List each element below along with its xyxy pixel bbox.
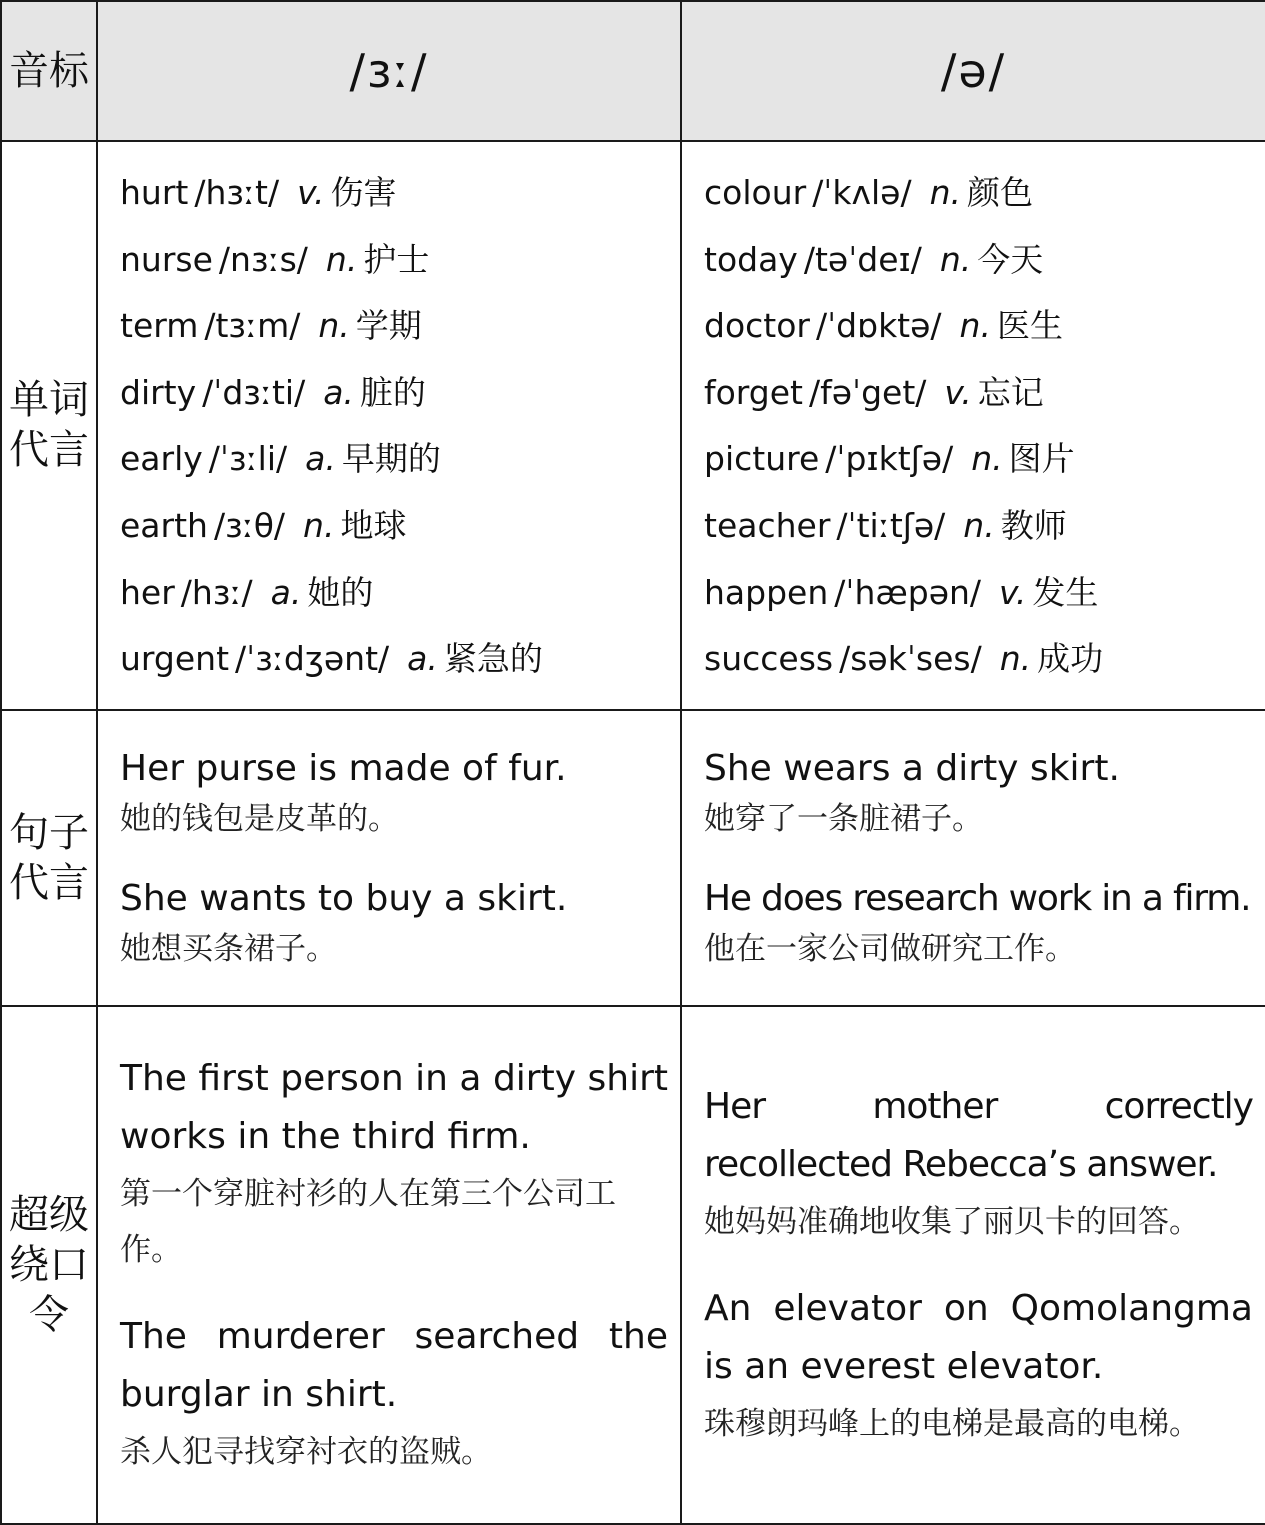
word-entry (704, 360, 1255, 427)
word-entry (704, 426, 1255, 493)
word: teacher (704, 505, 831, 545)
tongue-twister-chinese: 杀人犯寻找穿衬衣的盗贼。 (120, 1433, 492, 1470)
word-ipa: /ˈdɒktə/ (815, 306, 942, 346)
word-translation: 图片 (1008, 439, 1075, 479)
word: picture (704, 439, 820, 479)
word-entry (120, 626, 670, 693)
word-entry (120, 293, 670, 360)
word-list-col1 (97, 141, 681, 710)
word-entry (704, 493, 1255, 560)
sentence-entry (704, 743, 1253, 843)
tongue-twister-list-col1 (97, 1006, 681, 1524)
row-label-text: 音标 (9, 48, 89, 94)
sentence-entry (120, 743, 668, 843)
word: happen (704, 572, 829, 612)
word-ipa: /hɜːt/ (194, 173, 280, 212)
word-translation: 医生 (996, 306, 1063, 346)
word: term (120, 306, 199, 346)
word-list-col2 (681, 141, 1265, 710)
word-entry (120, 426, 670, 493)
word-ipa: /nɜːs/ (218, 239, 308, 279)
part-of-speech: n. (303, 505, 335, 545)
part-of-speech: a. (270, 572, 302, 612)
tongue-twister-entry (704, 1280, 1253, 1452)
tongue-twister-chinese: 珠穆朗玛峰上的电梯是最高的电梯。 (704, 1405, 1200, 1442)
row-label-text: 句子代言 (9, 809, 89, 906)
tongue-twister-english: The first person in a dirty shirt works in the third firm. (120, 1057, 668, 1157)
word: hurt (120, 173, 189, 212)
word: nurse (120, 239, 213, 279)
word-translation: 发生 (1032, 572, 1099, 612)
word-entry (704, 293, 1255, 360)
part-of-speech: v. (999, 572, 1027, 612)
sentence-list-col2 (681, 710, 1265, 1006)
sentence-chinese: 他在一家公司做研究工作。 (704, 930, 1076, 967)
part-of-speech: n. (929, 173, 962, 212)
word-ipa: /ˈɜːli/ (208, 439, 288, 479)
tongue-twister-chinese: 第一个穿脏衬衫的人在第三个公司工作。 (120, 1175, 616, 1268)
word: dirty (120, 372, 197, 412)
part-of-speech: n. (325, 239, 358, 279)
word-ipa: /səkˈses/ (839, 639, 982, 679)
row-label-text: 超级绕口令 (9, 1191, 89, 1338)
word-translation: 护士 (363, 239, 430, 279)
part-of-speech: n. (318, 306, 350, 346)
row-label-words (1, 141, 97, 710)
sentence-chinese: 她想买条裙子。 (120, 930, 337, 967)
word-ipa: /fəˈget/ (808, 372, 927, 412)
sentences-row (1, 710, 1265, 1006)
tongue-twister-chinese: 她妈妈准确地收集了丽贝卡的回答。 (704, 1203, 1200, 1240)
word-ipa: /tɜːm/ (204, 306, 301, 346)
word: early (120, 439, 203, 479)
word-entry (120, 560, 670, 627)
row-label-sentences (1, 710, 97, 1006)
word-translation: 早期的 (341, 439, 441, 479)
word: doctor (704, 306, 810, 346)
row-label-text: 单词代言 (9, 377, 89, 474)
word-translation: 教师 (1000, 505, 1067, 545)
phonetic-symbol-col1: /ɜː/ (97, 1, 681, 141)
sentence-chinese: 她的钱包是皮革的。 (120, 800, 399, 837)
tongue-twister-entry (704, 1078, 1253, 1250)
part-of-speech: a. (407, 639, 438, 679)
word-translation: 今天 (977, 239, 1044, 279)
sentence-english: She wears a dirty skirt. (704, 747, 1120, 789)
part-of-speech: n. (999, 639, 1032, 679)
word-ipa: /ˈdɜːti/ (202, 372, 306, 412)
part-of-speech: n. (959, 306, 991, 346)
word-entry (120, 493, 670, 560)
word-entry (704, 560, 1255, 627)
part-of-speech: a. (305, 439, 336, 479)
sentence-english: He does research work in a firm. (704, 877, 1251, 919)
header-row (1, 1, 1265, 141)
word-ipa: /ˈɜːdʒənt/ (235, 639, 390, 679)
word-entry (704, 227, 1255, 294)
part-of-speech: n. (939, 239, 972, 279)
tongue-twister-english: An elevator on Qomolangma is an everest elevator. (704, 1287, 1253, 1387)
word-ipa: /ˈtiːtʃə/ (836, 505, 946, 545)
word: urgent (120, 639, 230, 679)
sentence-english: Her purse is made of fur. (120, 747, 567, 789)
word-ipa: /ɜːθ/ (213, 505, 286, 545)
sentence-entry (704, 873, 1253, 973)
word-entry (120, 227, 670, 294)
word-entry (704, 626, 1255, 693)
word-ipa: /hɜː/ (180, 572, 253, 612)
word-entry (704, 160, 1255, 227)
word-entry (120, 360, 670, 427)
part-of-speech: n. (971, 439, 1003, 479)
word-ipa: /təˈdeɪ/ (803, 239, 922, 279)
tongue-twister-list-col2 (681, 1006, 1265, 1524)
tongue-twister-english: The murderer searched the burglar in shirt. (120, 1315, 668, 1415)
word: her (120, 572, 175, 612)
word-translation: 地球 (340, 505, 407, 545)
word-translation: 忘记 (977, 372, 1044, 412)
tongue-twister-entry (120, 1050, 668, 1278)
word-translation: 她的 (307, 572, 374, 612)
tongue-twisters-row (1, 1006, 1265, 1524)
word: colour (704, 173, 807, 212)
word: forget (704, 372, 803, 412)
words-row (1, 141, 1265, 710)
part-of-speech: v. (297, 173, 325, 212)
word-translation: 紧急的 (443, 639, 543, 679)
sentence-english: She wants to buy a skirt. (120, 877, 568, 919)
word: today (704, 239, 798, 279)
part-of-speech: n. (963, 505, 995, 545)
row-label-phonetic (1, 1, 97, 141)
word-ipa: /ˈpɪktʃə/ (825, 439, 954, 479)
tongue-twister-entry (120, 1308, 668, 1480)
sentence-entry (120, 873, 668, 973)
phonetic-symbol-col2: /ə/ (681, 1, 1265, 141)
word-entry (120, 160, 670, 227)
word-translation: 学期 (355, 306, 422, 346)
word: earth (120, 505, 208, 545)
word-translation: 成功 (1037, 639, 1104, 679)
word-ipa: /ˈhæpən/ (834, 572, 982, 612)
word-ipa: /ˈkʌlə/ (812, 173, 912, 212)
row-label-tongue-twisters (1, 1006, 97, 1524)
word-translation: 伤害 (330, 173, 397, 212)
sentence-list-col1 (97, 710, 681, 1006)
word-translation: 颜色 (967, 173, 1034, 212)
sentence-chinese: 她穿了一条脏裙子。 (704, 800, 983, 837)
word-translation: 脏的 (359, 372, 426, 412)
tongue-twister-english: Her mother correctly recollected Rebecca’s answer. (704, 1085, 1253, 1185)
part-of-speech: a. (323, 372, 354, 412)
part-of-speech: v. (944, 372, 972, 412)
word: success (704, 639, 834, 679)
